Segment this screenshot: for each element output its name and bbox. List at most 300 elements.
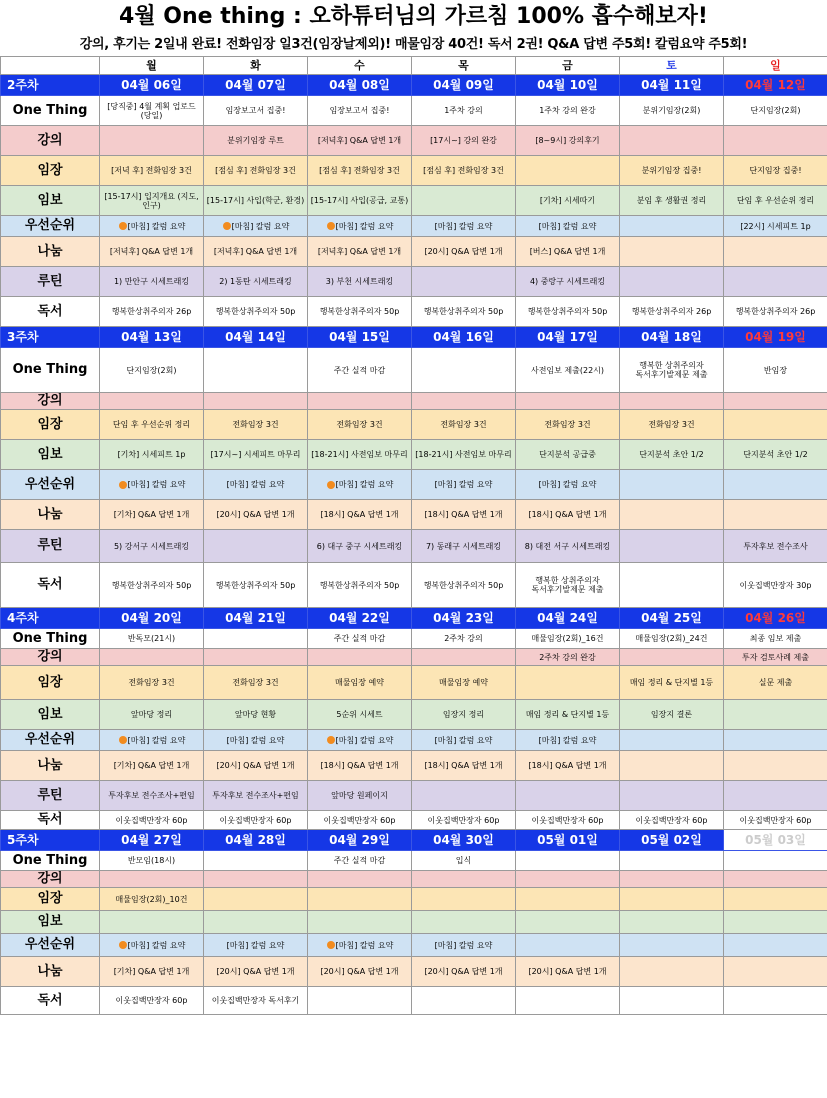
- plan-cell[interactable]: [308, 911, 412, 934]
- plan-cell[interactable]: [724, 934, 827, 957]
- plan-cell[interactable]: 이웃집백만장자 60p: [620, 811, 724, 830]
- row-label: 나눔: [1, 957, 100, 987]
- plan-cell[interactable]: [점심 후] 전화임장 3건: [204, 156, 308, 186]
- plan-cell[interactable]: 3) 부천 시세트래킹: [308, 267, 412, 297]
- plan-cell[interactable]: 행복한상취주의자 26p: [620, 297, 724, 327]
- date-cell: 05월 01일: [516, 830, 620, 851]
- plan-cell[interactable]: 행복한상취주의자 26p: [100, 297, 204, 327]
- plan-cell[interactable]: 입식: [412, 851, 516, 871]
- plan-cell[interactable]: [620, 393, 724, 410]
- plan-cell[interactable]: [724, 730, 827, 751]
- plan-cell[interactable]: [620, 730, 724, 751]
- plan-cell[interactable]: 매임 정리 & 단지별 1등: [620, 666, 724, 700]
- row-label: 우선순위: [1, 730, 100, 751]
- plan-cell[interactable]: 분위기임장 집중!: [620, 156, 724, 186]
- plan-cell[interactable]: [20시] Q&A 답변 1개: [516, 957, 620, 987]
- plan-cell[interactable]: 주간 실적 마감: [308, 851, 412, 871]
- plan-cell[interactable]: 매물임장 예약: [308, 666, 412, 700]
- plan-cell[interactable]: [15-17시] 입지개요 (지도, 인구): [100, 186, 204, 216]
- plan-cell[interactable]: 임장지 결론: [620, 700, 724, 730]
- plan-cell[interactable]: 단지분석 공급중: [516, 440, 620, 470]
- week-3-row-rou: [1, 530, 827, 563]
- plan-cell[interactable]: 행복한상취주의자 50p: [412, 297, 516, 327]
- plan-cell[interactable]: 8) 대전 서구 시세트래킹: [516, 530, 620, 563]
- plan-cell[interactable]: [412, 348, 516, 393]
- plan-cell[interactable]: [204, 216, 308, 237]
- plan-cell[interactable]: 2주차 강의: [412, 629, 516, 649]
- cell-text: [마침] 칼럼 요약: [335, 221, 394, 231]
- weekday-mon: 월: [100, 57, 204, 75]
- plan-cell[interactable]: [620, 237, 724, 267]
- plan-cell[interactable]: 전화임장 3건: [620, 410, 724, 440]
- plan-cell[interactable]: [100, 871, 204, 888]
- plan-cell[interactable]: [308, 730, 412, 751]
- plan-cell[interactable]: [18시] Q&A 답변 1개: [308, 500, 412, 530]
- plan-cell[interactable]: [18-21시] 사전임보 마무리: [412, 440, 516, 470]
- date-cell: 05월 02일: [620, 830, 724, 851]
- plan-cell[interactable]: [620, 957, 724, 987]
- plan-cell[interactable]: [516, 888, 620, 911]
- plan-cell[interactable]: [724, 911, 827, 934]
- plan-cell[interactable]: 단지임장(2회): [100, 348, 204, 393]
- plan-cell[interactable]: [18시] Q&A 답변 1개: [516, 751, 620, 781]
- plan-cell[interactable]: 투자후보 전수조사: [724, 530, 827, 563]
- row-label: 우선순위: [1, 470, 100, 500]
- weekday-wed: 수: [308, 57, 412, 75]
- row-label: One Thing: [1, 96, 100, 126]
- date-cell: 04월 19일: [724, 327, 827, 348]
- plan-cell[interactable]: 5순위 시세트: [308, 700, 412, 730]
- plan-cell[interactable]: [당직중] 4월 계획 업로드(당일): [100, 96, 204, 126]
- plan-cell[interactable]: 주간 실적 마감: [308, 348, 412, 393]
- cell-text: [마침] 칼럼 요약: [335, 480, 394, 489]
- plan-cell[interactable]: [724, 126, 827, 156]
- plan-cell[interactable]: [204, 530, 308, 563]
- plan-cell[interactable]: [620, 563, 724, 608]
- date-cell: 04월 06일: [100, 75, 204, 96]
- plan-cell[interactable]: [724, 888, 827, 911]
- plan-cell[interactable]: [308, 888, 412, 911]
- date-cell: 04월 17일: [516, 327, 620, 348]
- orange-icon: [327, 736, 335, 744]
- date-cell: 04월 21일: [204, 608, 308, 629]
- week-3-date-bar: [1, 327, 827, 348]
- plan-cell[interactable]: 분임 후 생활권 정리: [620, 186, 724, 216]
- orange-icon: [327, 481, 335, 489]
- plan-cell[interactable]: [마침] 칼럼 요약: [204, 934, 308, 957]
- plan-cell[interactable]: [516, 781, 620, 811]
- plan-cell[interactable]: [412, 871, 516, 888]
- plan-cell[interactable]: 4) 중랑구 시세트래킹: [516, 267, 620, 297]
- plan-cell[interactable]: 매물임장(2회)_16건: [516, 629, 620, 649]
- week-3-row-dok: [1, 563, 827, 608]
- week-label: 3주차: [1, 327, 100, 348]
- week-5-row-one: [1, 851, 827, 871]
- plan-cell[interactable]: 전화임장 3건: [516, 410, 620, 440]
- plan-cell[interactable]: 단지임장 집중!: [724, 156, 827, 186]
- plan-cell[interactable]: 주간 실적 마감: [308, 629, 412, 649]
- plan-cell[interactable]: [308, 934, 412, 957]
- plan-cell[interactable]: [308, 393, 412, 410]
- date-cell: 04월 11일: [620, 75, 724, 96]
- plan-cell[interactable]: 이웃집백만장자 60p: [412, 811, 516, 830]
- cell-text: [마침] 칼럼 요약: [127, 480, 186, 489]
- plan-cell[interactable]: 이웃집백만장자 30p: [724, 563, 827, 608]
- plan-cell[interactable]: [204, 393, 308, 410]
- plan-cell[interactable]: 1주차 강의: [412, 96, 516, 126]
- plan-cell[interactable]: 행복한상취주의자 50p: [204, 297, 308, 327]
- plan-cell[interactable]: [724, 781, 827, 811]
- row-label: One Thing: [1, 629, 100, 649]
- plan-cell[interactable]: [저녁 후] 전화임장 3건: [100, 156, 204, 186]
- plan-cell[interactable]: [204, 649, 308, 666]
- plan-cell[interactable]: [724, 500, 827, 530]
- plan-cell[interactable]: [724, 267, 827, 297]
- plan-cell[interactable]: [저녁후] Q&A 답변 1개: [100, 237, 204, 267]
- plan-cell[interactable]: [620, 781, 724, 811]
- plan-cell[interactable]: 이웃집백만장자 60p: [100, 811, 204, 830]
- cell-text: [마침] 칼럼 요약: [127, 735, 186, 745]
- plan-cell[interactable]: [412, 186, 516, 216]
- date-cell: 04월 28일: [204, 830, 308, 851]
- plan-cell[interactable]: [17시~] 강의 완강: [412, 126, 516, 156]
- plan-cell[interactable]: 2) 1동탄 시세트래킹: [204, 267, 308, 297]
- date-cell: 04월 22일: [308, 608, 412, 629]
- plan-cell[interactable]: 매물임장(2회)_10건: [100, 888, 204, 911]
- plan-cell[interactable]: [20시] Q&A 답변 1개: [204, 957, 308, 987]
- plan-cell[interactable]: [308, 470, 412, 500]
- plan-cell[interactable]: [620, 934, 724, 957]
- plan-cell[interactable]: 앞마당 원페이지: [308, 781, 412, 811]
- date-cell: 04월 20일: [100, 608, 204, 629]
- plan-cell[interactable]: [412, 781, 516, 811]
- row-label: 독서: [1, 987, 100, 1015]
- plan-cell[interactable]: [22시] 시세피트 1p: [724, 216, 827, 237]
- row-label: 우선순위: [1, 216, 100, 237]
- plan-cell[interactable]: [점심 후] 전화임장 3건: [308, 156, 412, 186]
- plan-cell[interactable]: [마침] 칼럼 요약: [516, 730, 620, 751]
- date-cell: 04월 14일: [204, 327, 308, 348]
- plan-cell[interactable]: [20시] Q&A 답변 1개: [412, 237, 516, 267]
- plan-cell[interactable]: [204, 888, 308, 911]
- date-cell: 04월 12일: [724, 75, 827, 96]
- plan-cell[interactable]: [18시] Q&A 답변 1개: [308, 751, 412, 781]
- row-label: 우선순위: [1, 934, 100, 957]
- plan-cell[interactable]: 앞마당 정리: [100, 700, 204, 730]
- plan-cell[interactable]: 행복한상취주의자 50p: [308, 563, 412, 608]
- corner-cell: [1, 57, 100, 75]
- plan-cell[interactable]: 투자 검토사례 제출: [724, 649, 827, 666]
- plan-cell[interactable]: 행복한상취주의자 50p: [100, 563, 204, 608]
- plan-cell[interactable]: [기차] 시세따기: [516, 186, 620, 216]
- orange-icon: [119, 941, 127, 949]
- row-label: 독서: [1, 563, 100, 608]
- cell-text: [마침] 칼럼 요약: [231, 221, 290, 231]
- plan-cell[interactable]: 행복한상취주의자 26p: [724, 297, 827, 327]
- week-5-date-bar: [1, 830, 827, 851]
- plan-cell[interactable]: [18-21시] 사전임보 마무리: [308, 440, 412, 470]
- plan-cell[interactable]: [516, 156, 620, 186]
- plan-cell[interactable]: [100, 470, 204, 500]
- plan-cell[interactable]: [308, 216, 412, 237]
- plan-cell[interactable]: 단임 후 우선순위 정리: [724, 186, 827, 216]
- date-cell: 04월 07일: [204, 75, 308, 96]
- plan-cell[interactable]: [100, 216, 204, 237]
- plan-cell[interactable]: [620, 649, 724, 666]
- week-4-row-imb: [1, 700, 827, 730]
- plan-cell[interactable]: 매물임장 예약: [412, 666, 516, 700]
- plan-cell[interactable]: [620, 911, 724, 934]
- date-cell: 04월 27일: [100, 830, 204, 851]
- week-5-row-nan: [1, 957, 827, 987]
- plan-cell[interactable]: [100, 126, 204, 156]
- week-5-row-imb: [1, 911, 827, 934]
- plan-cell[interactable]: [516, 911, 620, 934]
- plan-cell[interactable]: [516, 934, 620, 957]
- cell-text: [마침] 칼럼 요약: [127, 940, 186, 950]
- date-cell: 04월 13일: [100, 327, 204, 348]
- plan-cell[interactable]: 반임장: [724, 348, 827, 393]
- date-cell: 04월 16일: [412, 327, 516, 348]
- week-2-row-imj: [1, 156, 827, 186]
- plan-cell[interactable]: [18시] Q&A 답변 1개: [516, 500, 620, 530]
- plan-cell[interactable]: [412, 267, 516, 297]
- plan-cell[interactable]: [724, 470, 827, 500]
- weekday-fri: 금: [516, 57, 620, 75]
- plan-cell[interactable]: [15-17시] 사입(학군, 환경): [204, 186, 308, 216]
- orange-icon: [119, 736, 127, 744]
- plan-cell[interactable]: [100, 730, 204, 751]
- week-3-row-one: [1, 348, 827, 393]
- plan-cell[interactable]: 투자후보 전수조사+편임: [100, 781, 204, 811]
- plan-cell[interactable]: [620, 216, 724, 237]
- week-4-row-one: [1, 629, 827, 649]
- plan-cell[interactable]: 실문 제출: [724, 666, 827, 700]
- plan-cell[interactable]: [204, 629, 308, 649]
- plan-cell[interactable]: [마침] 칼럼 요약: [412, 216, 516, 237]
- plan-cell[interactable]: [412, 888, 516, 911]
- plan-cell[interactable]: 매임 정리 & 단지별 1등: [516, 700, 620, 730]
- plan-cell[interactable]: [기차] Q&A 답변 1개: [100, 957, 204, 987]
- plan-cell[interactable]: 행복한상취주의자 50p: [204, 563, 308, 608]
- plan-cell[interactable]: 행복한 상취주의자 독서후기발제문 제출: [620, 348, 724, 393]
- plan-cell[interactable]: [516, 851, 620, 871]
- plan-cell[interactable]: [308, 987, 412, 1015]
- plan-cell[interactable]: [412, 911, 516, 934]
- plan-cell[interactable]: [204, 911, 308, 934]
- week-2-date-bar: [1, 75, 827, 96]
- plan-cell[interactable]: 최종 임보 제출: [724, 629, 827, 649]
- plan-cell[interactable]: 2주차 강의 완강: [516, 649, 620, 666]
- plan-cell[interactable]: [620, 751, 724, 781]
- orange-icon: [119, 222, 127, 230]
- plan-cell[interactable]: 분위기임장 루트: [204, 126, 308, 156]
- plan-cell[interactable]: [20시] Q&A 답변 1개: [204, 500, 308, 530]
- cell-text: [마침] 칼럼 요약: [127, 221, 186, 231]
- orange-icon: [119, 481, 127, 489]
- plan-cell[interactable]: 단임 후 우선순위 정리: [100, 410, 204, 440]
- week-3-row-pri: [1, 470, 827, 500]
- plan-cell[interactable]: [620, 126, 724, 156]
- plan-cell[interactable]: 행복한상취주의자 50p: [516, 297, 620, 327]
- row-label: 나눔: [1, 237, 100, 267]
- plan-cell[interactable]: [점심 후] 전화임장 3건: [412, 156, 516, 186]
- plan-cell[interactable]: 단지분석 초안 1/2: [724, 440, 827, 470]
- row-label: 강의: [1, 126, 100, 156]
- row-label: 루틴: [1, 267, 100, 297]
- plan-cell[interactable]: 투자후보 전수조사+편임: [204, 781, 308, 811]
- cell-text: [마침] 칼럼 요약: [335, 940, 394, 950]
- plan-cell[interactable]: [724, 700, 827, 730]
- date-cell: 04월 18일: [620, 327, 724, 348]
- plan-cell[interactable]: [620, 851, 724, 871]
- plan-cell[interactable]: 이웃집백만장자 독서후기: [204, 987, 308, 1015]
- plan-cell[interactable]: [308, 649, 412, 666]
- plan-cell[interactable]: 앞마당 현황: [204, 700, 308, 730]
- plan-cell[interactable]: 이웃집백만장자 60p: [724, 811, 827, 830]
- plan-cell[interactable]: [18시] Q&A 답변 1개: [412, 751, 516, 781]
- plan-cell[interactable]: [기차] 시세피트 1p: [100, 440, 204, 470]
- plan-cell[interactable]: 1) 만안구 시세트래킹: [100, 267, 204, 297]
- plan-cell[interactable]: 행복한상취주의자 50p: [412, 563, 516, 608]
- cell-text: [마침] 칼럼 요약: [335, 735, 394, 745]
- plan-cell[interactable]: [412, 649, 516, 666]
- plan-cell[interactable]: [620, 500, 724, 530]
- plan-cell[interactable]: 5) 강서구 시세트래킹: [100, 530, 204, 563]
- plan-cell[interactable]: [저녁후] Q&A 답변 1개: [204, 237, 308, 267]
- week-label: 5주차: [1, 830, 100, 851]
- plan-cell[interactable]: 1주차 강의 완강: [516, 96, 620, 126]
- plan-cell[interactable]: [724, 957, 827, 987]
- plan-cell[interactable]: 임장보고서 집중!: [308, 96, 412, 126]
- plan-cell[interactable]: 반독모(21시): [100, 629, 204, 649]
- plan-cell[interactable]: [620, 267, 724, 297]
- plan-cell[interactable]: 전화임장 3건: [100, 666, 204, 700]
- plan-cell[interactable]: [기차] Q&A 답변 1개: [100, 500, 204, 530]
- row-label: 임장: [1, 888, 100, 911]
- plan-cell[interactable]: [100, 393, 204, 410]
- plan-cell[interactable]: [620, 987, 724, 1015]
- plan-cell[interactable]: [저녁후] Q&A 답변 1개: [308, 126, 412, 156]
- week-2-row-one: [1, 96, 827, 126]
- plan-cell[interactable]: [620, 530, 724, 563]
- plan-cell[interactable]: 행복한상취주의자 50p: [308, 297, 412, 327]
- week-4-row-nan: [1, 751, 827, 781]
- week-5-row-imj: [1, 888, 827, 911]
- plan-cell[interactable]: [412, 987, 516, 1015]
- plan-cell[interactable]: 6) 대구 중구 시세트래킹: [308, 530, 412, 563]
- plan-cell[interactable]: [620, 888, 724, 911]
- plan-cell[interactable]: 이웃집백만장자 60p: [100, 987, 204, 1015]
- row-label: 강의: [1, 871, 100, 888]
- plan-cell[interactable]: 반모임(18시): [100, 851, 204, 871]
- plan-cell[interactable]: [516, 871, 620, 888]
- plan-cell[interactable]: [마침] 칼럼 요약: [412, 730, 516, 751]
- plan-cell[interactable]: [100, 911, 204, 934]
- orange-icon: [327, 941, 335, 949]
- plan-cell[interactable]: [204, 871, 308, 888]
- plan-cell[interactable]: [15-17시] 사입(공급, 교통): [308, 186, 412, 216]
- row-label: 나눔: [1, 500, 100, 530]
- plan-cell[interactable]: [100, 934, 204, 957]
- plan-cell[interactable]: [724, 871, 827, 888]
- plan-cell[interactable]: [204, 851, 308, 871]
- row-label: 임보: [1, 186, 100, 216]
- plan-cell[interactable]: 전화임장 3건: [308, 410, 412, 440]
- plan-cell[interactable]: [100, 649, 204, 666]
- plan-cell[interactable]: 이웃집백만장자 60p: [204, 811, 308, 830]
- plan-cell[interactable]: [마침] 칼럼 요약: [412, 470, 516, 500]
- plan-cell[interactable]: [620, 871, 724, 888]
- plan-cell[interactable]: 단지분석 초안 1/2: [620, 440, 724, 470]
- week-4-row-imj: [1, 666, 827, 700]
- plan-cell[interactable]: [620, 470, 724, 500]
- plan-cell[interactable]: [마침] 칼럼 요약: [516, 470, 620, 500]
- plan-cell[interactable]: [기차] Q&A 답변 1개: [100, 751, 204, 781]
- plan-cell[interactable]: 전화임장 3건: [412, 410, 516, 440]
- plan-cell[interactable]: 전화임장 3건: [204, 666, 308, 700]
- page-subtitle: 강의, 후기는 2일내 완료! 전화임장 일3건(임장날제외)! 매물임장 40건! 독서 2권! Q&A 답변 주5회! 칼럼요약 주5회!: [79, 37, 748, 52]
- plan-cell[interactable]: 이웃집백만장자 60p: [516, 811, 620, 830]
- plan-cell[interactable]: [516, 393, 620, 410]
- plan-cell[interactable]: [마침] 칼럼 요약: [204, 730, 308, 751]
- plan-cell[interactable]: [17시~] 시세피트 마무리: [204, 440, 308, 470]
- plan-cell[interactable]: 전화임장 3건: [204, 410, 308, 440]
- plan-cell[interactable]: [724, 751, 827, 781]
- date-cell: 04월 25일: [620, 608, 724, 629]
- week-4-row-pri: [1, 730, 827, 751]
- plan-cell[interactable]: [8~9시] 강의후기: [516, 126, 620, 156]
- plan-cell[interactable]: [마침] 칼럼 요약: [412, 934, 516, 957]
- date-cell: 04월 24일: [516, 608, 620, 629]
- plan-cell[interactable]: 매물임장(2회)_24건: [620, 629, 724, 649]
- plan-cell[interactable]: 임장지 정리: [412, 700, 516, 730]
- plan-cell[interactable]: [20시] Q&A 답변 1개: [412, 957, 516, 987]
- plan-cell[interactable]: 단지임장(2회): [724, 96, 827, 126]
- week-3-row-imj: [1, 410, 827, 440]
- plan-cell[interactable]: [버스] Q&A 답변 1개: [516, 237, 620, 267]
- plan-cell[interactable]: 행복한 상취주의자 독서후기발제문 제출: [516, 563, 620, 608]
- week-label: 2주차: [1, 75, 100, 96]
- plan-cell[interactable]: [18시] Q&A 답변 1개: [412, 500, 516, 530]
- plan-cell[interactable]: [724, 393, 827, 410]
- plan-cell[interactable]: [마침] 칼럼 요약: [204, 470, 308, 500]
- plan-cell[interactable]: [516, 987, 620, 1015]
- plan-cell[interactable]: [저녁후] Q&A 답변 1개: [308, 237, 412, 267]
- plan-cell[interactable]: 사전임보 제출(22시): [516, 348, 620, 393]
- row-label: One Thing: [1, 851, 100, 871]
- plan-cell[interactable]: 7) 동래구 시세트래킹: [412, 530, 516, 563]
- plan-cell[interactable]: 이웃집백만장자 60p: [308, 811, 412, 830]
- plan-cell[interactable]: 임장보고서 집중!: [204, 96, 308, 126]
- plan-cell[interactable]: 분위기임장(2회): [620, 96, 724, 126]
- plan-cell[interactable]: [308, 871, 412, 888]
- row-label: 강의: [1, 393, 100, 410]
- plan-cell[interactable]: [20시] Q&A 답변 1개: [308, 957, 412, 987]
- plan-cell[interactable]: [724, 987, 827, 1015]
- plan-cell[interactable]: [724, 851, 827, 871]
- week-2-row-pri: [1, 216, 827, 237]
- plan-cell[interactable]: [724, 237, 827, 267]
- plan-cell[interactable]: [마침] 칼럼 요약: [516, 216, 620, 237]
- plan-cell[interactable]: [724, 410, 827, 440]
- week-2-row-rou: [1, 267, 827, 297]
- plan-cell[interactable]: [20시] Q&A 답변 1개: [204, 751, 308, 781]
- plan-cell[interactable]: [412, 393, 516, 410]
- plan-cell[interactable]: [204, 348, 308, 393]
- week-3-row-nan: [1, 500, 827, 530]
- plan-cell[interactable]: [516, 666, 620, 700]
